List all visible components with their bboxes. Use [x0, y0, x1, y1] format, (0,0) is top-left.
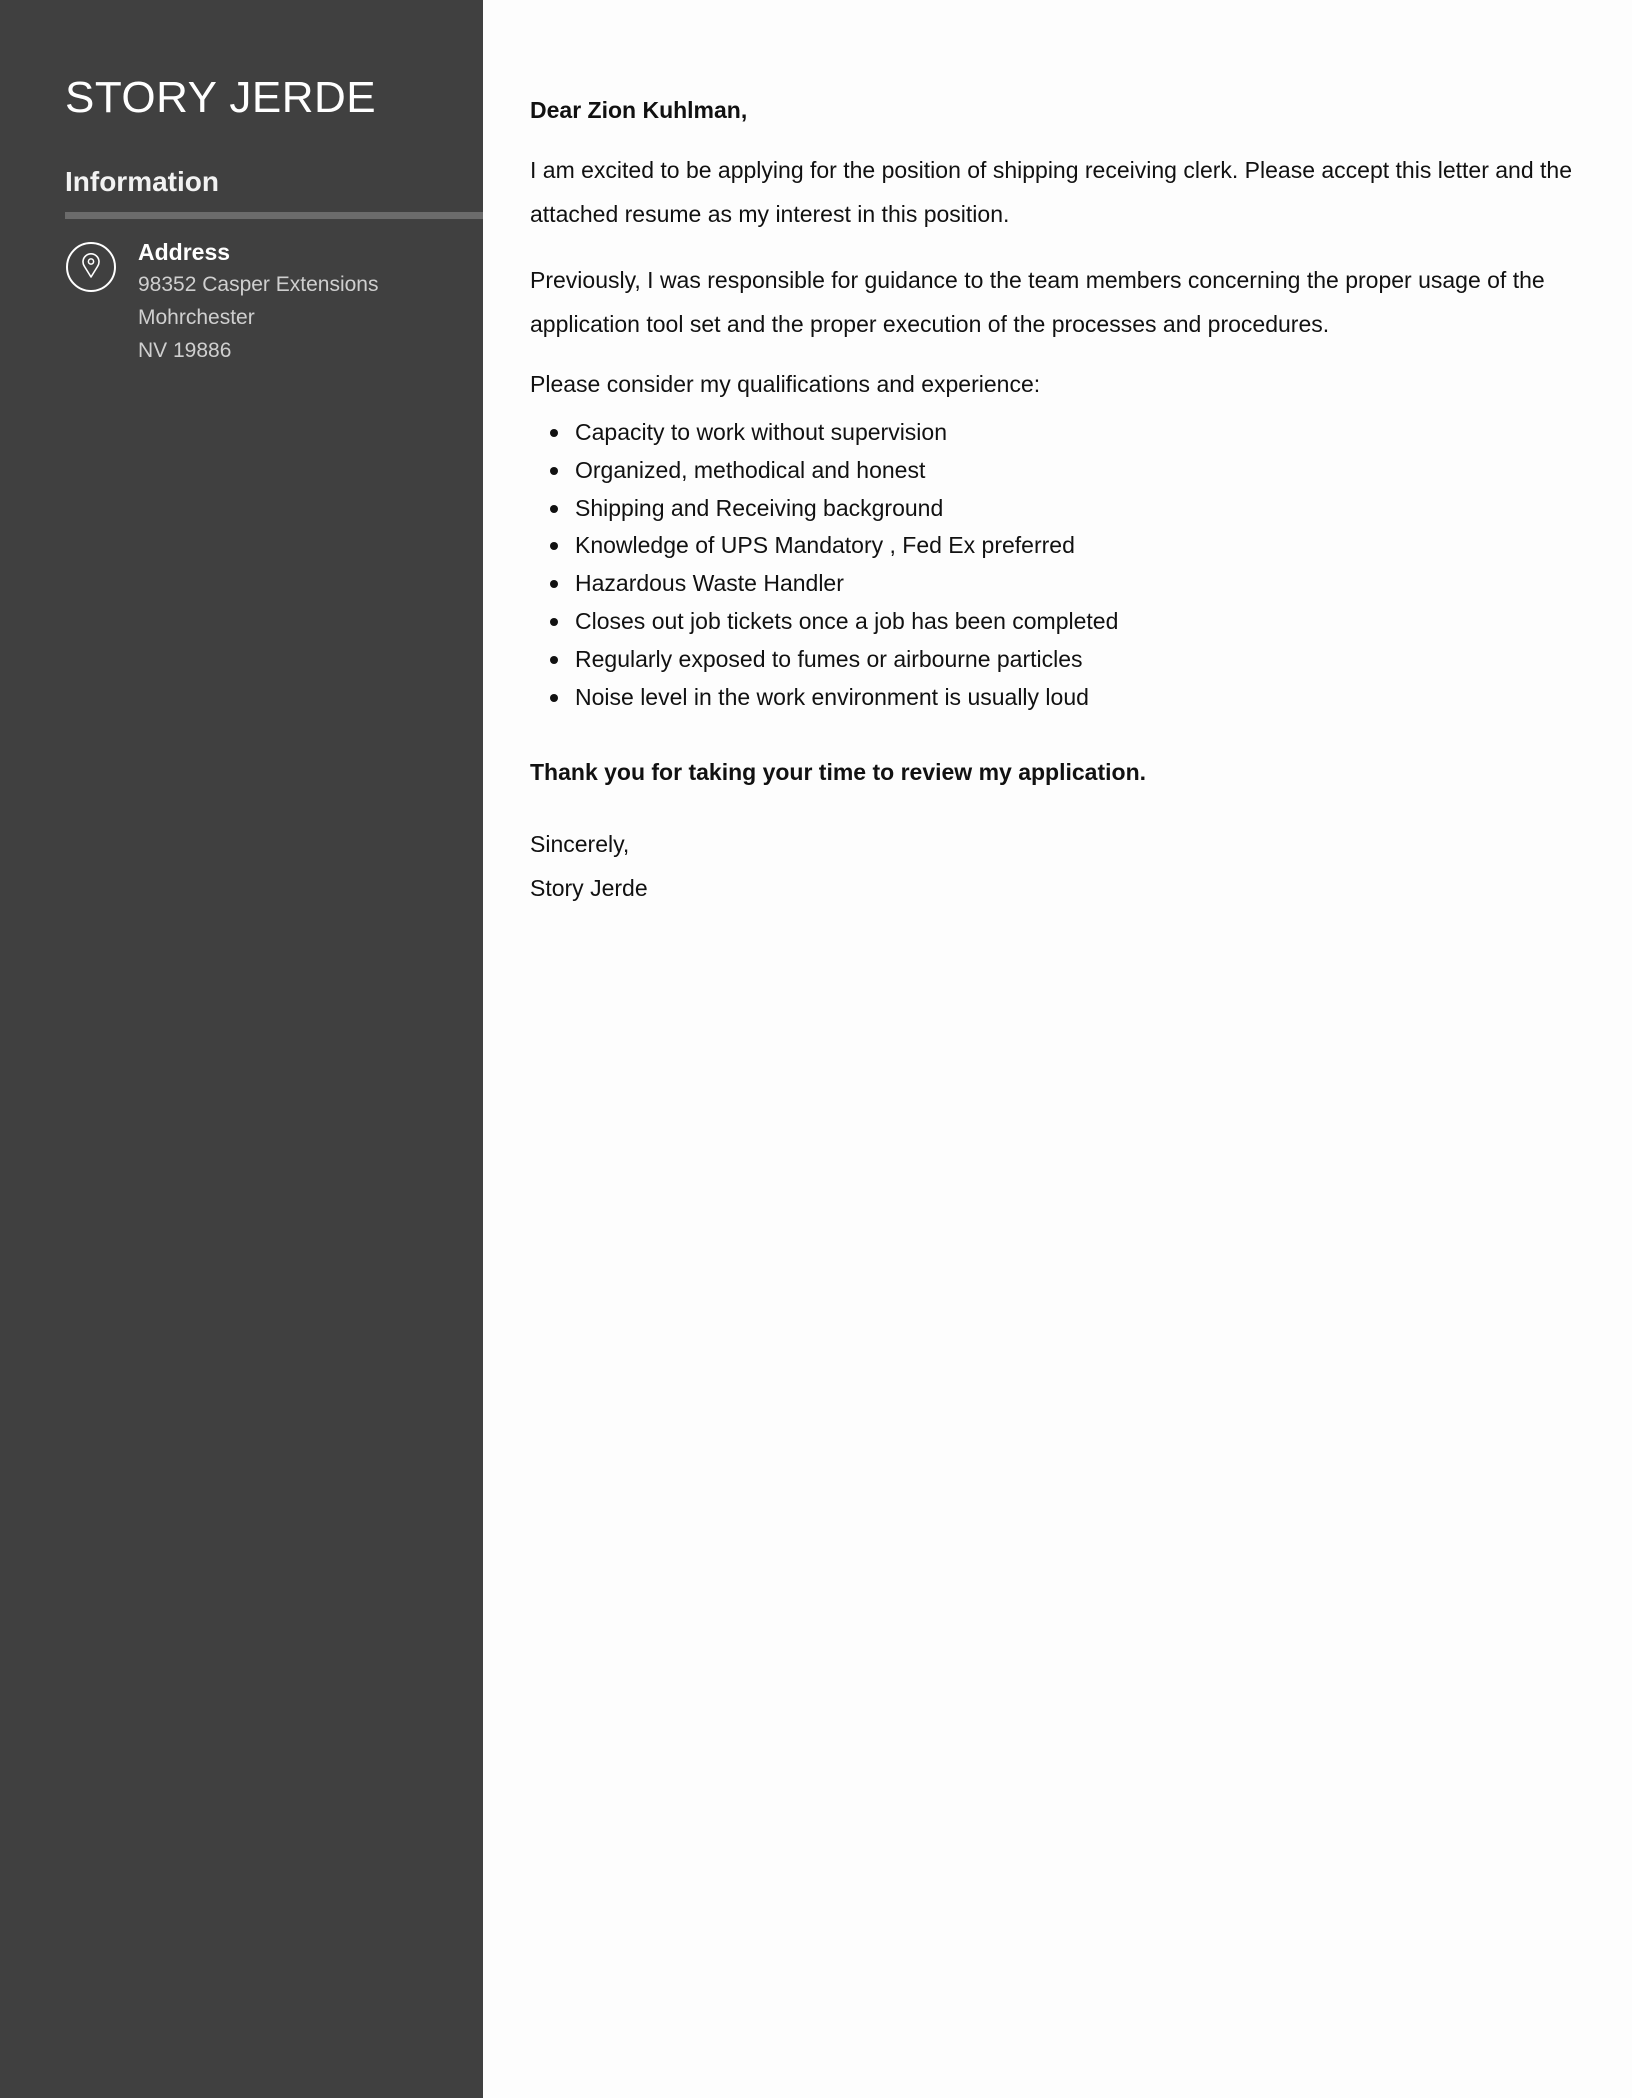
- list-item: [550, 527, 1590, 565]
- greeting: Dear Zion Kuhlman,: [530, 97, 748, 123]
- bullet-icon: [550, 694, 558, 702]
- address-state-zip: NV 19886: [138, 339, 232, 362]
- address-street: 98352 Casper Extensions: [138, 273, 379, 296]
- paragraph-experience: Previously, I was responsible for guidance to the team members concerning the proper usage of the application tool set and the proper execution of the processes and procedures.: [530, 267, 1545, 337]
- map-pin-icon: [65, 241, 117, 293]
- qualifications-intro: Please consider my qualifications and experience:: [530, 371, 1041, 397]
- list-item-text: Knowledge of UPS Mandatory , Fed Ex preferred: [575, 532, 1075, 559]
- thank-you-line: Thank you for taking your time to review my application.: [530, 759, 1147, 786]
- list-item: [550, 414, 1590, 452]
- applicant-name: STORY JERDE: [65, 73, 377, 122]
- list-item-text: Regularly exposed to fumes or airbourne particles: [575, 645, 1083, 672]
- bullet-icon: [550, 429, 558, 437]
- bullet-icon: [550, 618, 558, 626]
- list-item: [550, 641, 1590, 679]
- list-item: [550, 679, 1590, 717]
- address-block: [138, 236, 379, 367]
- bullet-icon: [550, 656, 558, 664]
- list-item-text: Closes out job tickets once a job has been completed: [575, 607, 1119, 634]
- closing: Sincerely,: [530, 831, 630, 858]
- list-item-text: Organized, methodical and honest: [575, 456, 926, 483]
- signature: Story Jerde: [530, 875, 648, 902]
- information-heading: Information: [65, 166, 219, 197]
- list-item: [550, 452, 1590, 490]
- paragraph-intro: I am excited to be applying for the position of shipping receiving clerk. Please accept this letter and the attached resume as my interest in this position.: [530, 157, 1572, 227]
- bullet-icon: [550, 505, 558, 513]
- bullet-icon: [550, 542, 558, 550]
- sidebar: [0, 0, 483, 2098]
- list-item: [550, 603, 1590, 641]
- list-item-text: Hazardous Waste Handler: [575, 570, 844, 597]
- letter-body: [530, 94, 1590, 910]
- qualifications-list: [550, 414, 1590, 716]
- bullet-icon: [550, 580, 558, 588]
- list-item-text: Noise level in the work environment is usually loud: [575, 683, 1089, 710]
- bullet-icon: [550, 467, 558, 475]
- list-item: [550, 490, 1590, 528]
- list-item-text: Capacity to work without supervision: [575, 419, 947, 445]
- section-divider: [65, 212, 483, 219]
- list-item-text: Shipping and Receiving background: [575, 494, 944, 521]
- address-label: Address: [138, 239, 231, 265]
- address-city: Mohrchester: [138, 306, 255, 329]
- list-item: [550, 565, 1590, 603]
